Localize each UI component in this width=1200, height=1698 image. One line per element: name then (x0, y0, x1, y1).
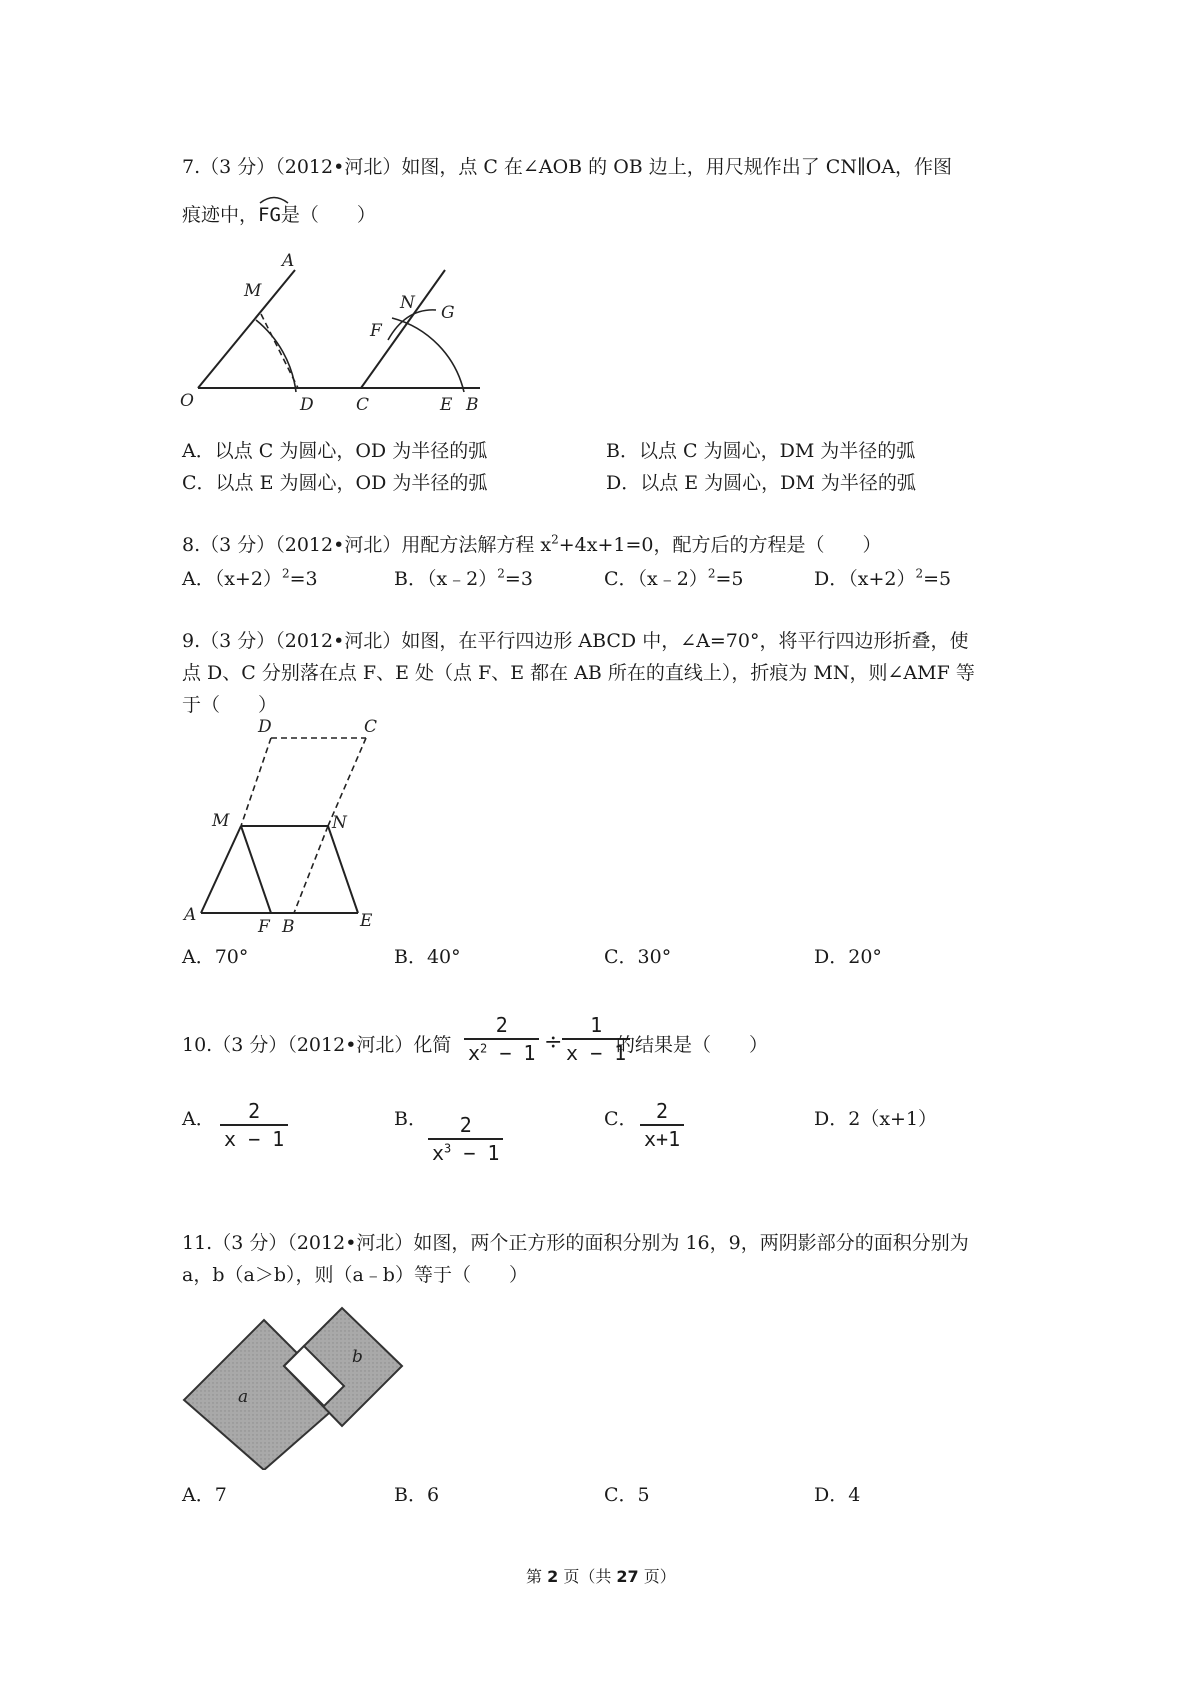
q10-option-b-label[interactable]: B． (394, 1108, 427, 1130)
q10-option-a-label[interactable]: A． (182, 1108, 215, 1130)
arc-symbol-icon (258, 194, 290, 204)
q8-option-b[interactable]: B．（x﹣2）$^2$=3 (394, 566, 533, 590)
q7-stem-line1: 7.（3 分）（2012•河北）如图，点 C 在∠AOB 的 OB 边上，用尺规作出了 CN∥OA，作图 (182, 156, 953, 178)
q9-dashed-dm (241, 738, 271, 826)
q7-arc-fg: FG (258, 204, 281, 226)
q11-stem-line1: 11.（3 分）（2012•河北）如图，两个正方形的面积分别为 16，9，两阴影部分的面积分别为 (182, 1232, 969, 1254)
q7-arc-md (256, 320, 296, 392)
q9-label-b: B (282, 917, 295, 936)
q8-option-c[interactable]: C．（x﹣2）$^2$=5 (604, 566, 744, 590)
q9-label-n: N (332, 813, 347, 833)
q10-option-b-fraction[interactable]: 2 $x^3 - 1$ (428, 1114, 503, 1164)
q7-figure (178, 248, 488, 418)
page-footer: 第 2 页（共 27 页） (526, 1567, 676, 1586)
q9-stem-line2: 点 D、C 分别落在点 F、E 处（点 F、E 都在 AB 所在的直线上），折痕为 MN，则∠AMF 等 (182, 662, 975, 684)
q9-label-f: F (258, 917, 270, 936)
total-page-number: 27 (616, 1567, 639, 1586)
q11-figure (176, 1290, 416, 1470)
q9-line-mf (241, 826, 271, 913)
q9-line-am (201, 826, 241, 913)
q9-option-b[interactable]: B．40° (394, 946, 461, 968)
q9-figure (176, 716, 396, 936)
q9-option-c[interactable]: C．30° (604, 946, 672, 968)
q7-label-e: E (440, 395, 453, 415)
q7-label-g: G (441, 303, 455, 323)
q9-line-ne (328, 826, 358, 913)
q10-divide-sign: ÷ (544, 1030, 563, 1055)
q9-dashed-nb (294, 826, 328, 913)
current-page-number: 2 (547, 1567, 559, 1586)
q10-stem-pre: 10.（3 分）（2012•河北）化简 (182, 1034, 452, 1056)
q10-option-c-label[interactable]: C． (604, 1108, 638, 1130)
q11-label-b: b (352, 1347, 363, 1367)
q7-option-a[interactable]: A．以点 C 为圆心，OD 为半径的弧 (182, 440, 488, 462)
q8-option-a[interactable]: A．$(x+2)^2=3$ (182, 566, 318, 590)
q9-stem-line1: 9.（3 分）（2012•河北）如图，在平行四边形 ABCD 中，∠A=70°，将平行四边形折叠，使 (182, 630, 969, 652)
q11-option-d[interactable]: D．4 (814, 1484, 861, 1506)
q9-option-d[interactable]: D．20° (814, 946, 882, 968)
q7-label-o: O (180, 391, 194, 411)
q7-stem-line2 (182, 200, 376, 227)
q7-stem-suffix: 是（ ） (280, 204, 376, 226)
q7-label-b: B (466, 395, 479, 415)
q9-option-a[interactable]: A．70° (182, 946, 249, 968)
q7-option-d[interactable]: D．以点 E 为圆心，DM 为半径的弧 (606, 472, 916, 494)
q7-option-b[interactable]: B．以点 C 为圆心，DM 为半径的弧 (606, 440, 916, 462)
q9-label-c: C (364, 717, 378, 737)
q10-option-c-fraction[interactable]: 2 x+1 (640, 1100, 684, 1150)
q10-fraction-2: 1 x − 1 (562, 1014, 630, 1064)
q11-option-b[interactable]: B．6 (394, 1484, 440, 1506)
q7-label-f: F (370, 321, 382, 341)
q7-label-m: M (244, 281, 262, 301)
q10-stem-post: 的结果是（ ） (616, 1034, 769, 1056)
q10-fraction-1: 2 $x^2 - 1$ (464, 1014, 539, 1064)
q11-option-c[interactable]: C．5 (604, 1484, 650, 1506)
q9-stem-line3: 于（ ） (182, 694, 278, 716)
q11-option-a[interactable]: A．7 (182, 1484, 227, 1506)
q11-label-a: a (238, 1387, 249, 1407)
q9-label-m: M (212, 811, 230, 831)
q11-stem-line2: a，b（a＞b），则（a﹣b）等于（ ） (182, 1264, 528, 1286)
q7-option-c[interactable]: C．以点 E 为圆心，OD 为半径的弧 (182, 472, 488, 494)
q9-label-e: E (360, 911, 373, 931)
q7-dashed-dm (261, 314, 298, 388)
q8-stem: 8.（3 分）（2012•河北）用配方法解方程 $x^2+4x+1=0$，配方后的方程是（ ） (182, 532, 882, 556)
q7-label-c: C (356, 395, 370, 415)
q10-option-a-fraction[interactable]: 2 x − 1 (220, 1100, 288, 1150)
q7-stem-prefix: 痕迹中， (182, 204, 259, 226)
q7-label-n: N (400, 293, 415, 313)
q7-label-d: D (300, 395, 314, 415)
q9-label-d: D (258, 717, 272, 737)
q8-option-d[interactable]: D．$(x+2)^2=5$ (814, 566, 952, 590)
q10-option-d[interactable]: D．2（x+1） (814, 1108, 938, 1130)
q7-label-a: A (282, 251, 295, 271)
q9-label-a: A (184, 905, 197, 925)
